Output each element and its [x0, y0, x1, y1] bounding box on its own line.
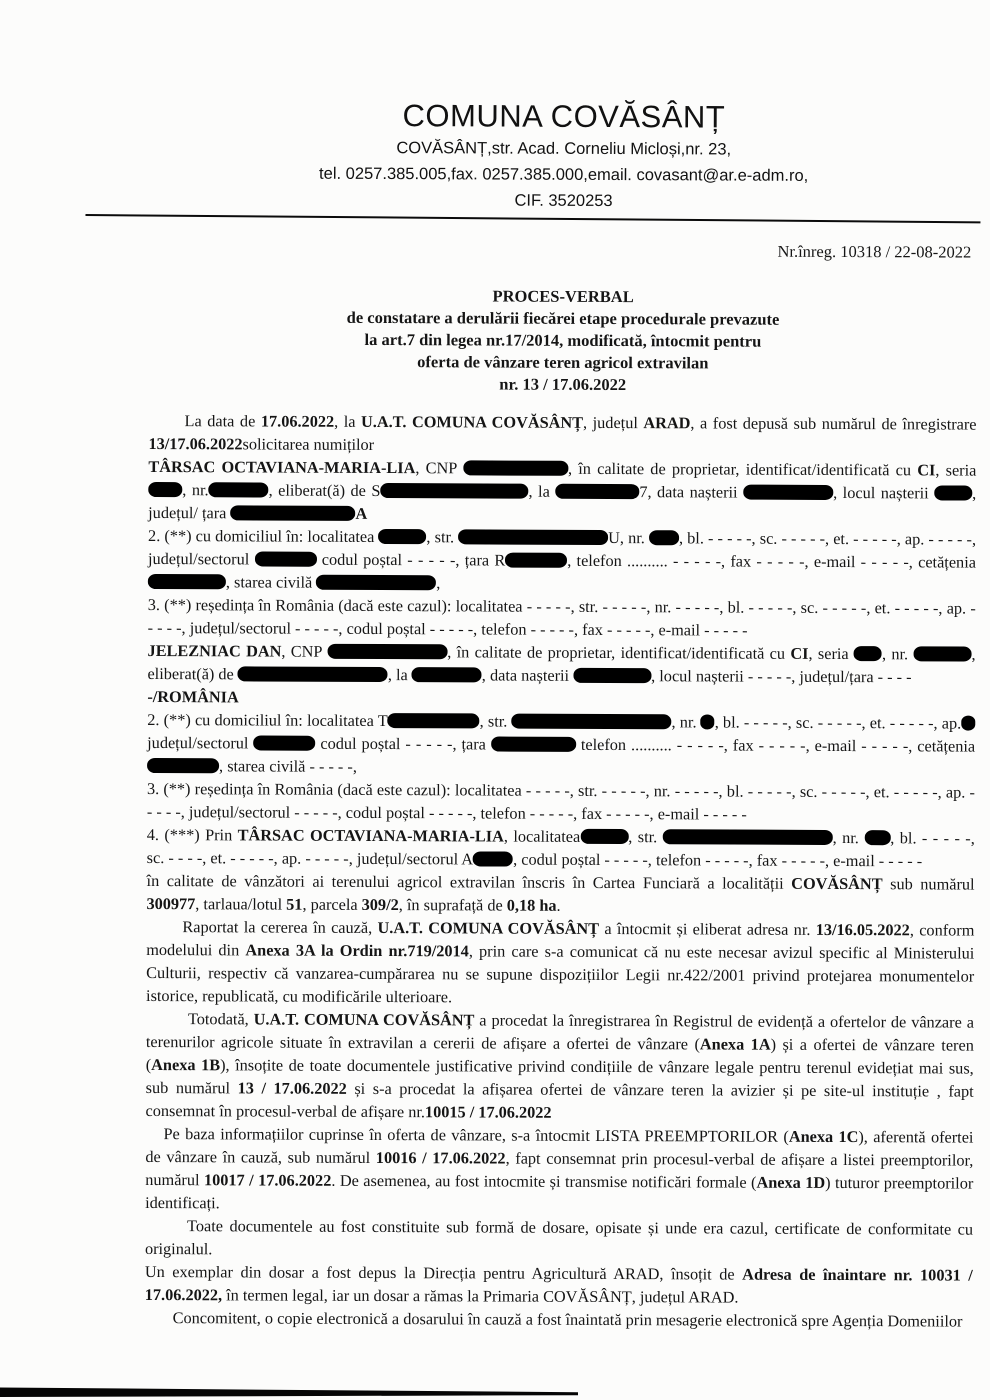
text-segment: , la [528, 481, 556, 501]
text-segment: , codul poștal - - - - -, telefon - - - - -, fax - - - - -, e-mail - - - - - [513, 849, 923, 871]
text-segment: TÂRSAC OCTAVIANA-MARIA-LIA [237, 825, 504, 846]
para-owner-1-identity [148, 455, 976, 528]
text-segment: , telefon .......... - - - - -, fax - - - - -, e-mail - - - - -, cetățenia [567, 550, 977, 572]
text-segment: , în suprafață de [398, 895, 507, 915]
text-segment: 309/2 [361, 894, 399, 915]
text-segment: Raportat la cererea în cauză, [182, 917, 378, 938]
title-line-3: la art.7 din legea nr.17/2014, modificată, întocmit pentru [364, 329, 762, 351]
text-segment: 13/16.05.2022 [815, 919, 910, 940]
text-segment: , [436, 573, 441, 593]
redaction-bar [961, 716, 975, 731]
para-electronic-copy [145, 1306, 973, 1333]
redaction-bar [573, 668, 651, 683]
redaction-bar [253, 735, 315, 750]
text-segment: U.A.T. COMUNA COVĂSÂNȚ [361, 411, 584, 432]
text-segment: Adresa de înaintare nr. 10031 / 17.06.2022, [144, 1264, 973, 1305]
text-segment: Anexa 1B [151, 1055, 221, 1075]
scan-edge-artifact [0, 1387, 578, 1397]
redaction-bar [388, 713, 480, 728]
text-segment: -/ROMÂNIA [147, 686, 239, 707]
redaction-bar [463, 460, 568, 475]
redaction-bar [505, 553, 567, 568]
text-segment: U, nr. [608, 528, 650, 548]
para-culture-ministry [146, 915, 974, 1011]
text-segment: ) și a ofertei de vânzare teren ( [145, 1034, 974, 1075]
para-owner-1-residence [148, 593, 976, 643]
text-segment: , fapt consemnat prin procesul-verbal de afișare a listei preemptorilor, numărul [145, 1148, 974, 1190]
title-line-2: de constatare a derulării fiecărei etape procedurale prevazute [346, 307, 780, 329]
redaction-bar [580, 829, 628, 844]
text-segment: , str. [479, 711, 512, 731]
text-segment: Anexa 1C [788, 1126, 859, 1147]
text-segment: , a fost depusă sub numărul de înregistrare [690, 413, 977, 434]
redaction-bar [473, 851, 513, 866]
redaction-bar [458, 529, 608, 545]
text-segment: , nr. [182, 480, 209, 500]
para-representative [147, 823, 975, 873]
text-segment: , starea civilă [225, 572, 317, 592]
text-segment: , nr. [832, 827, 865, 848]
document-title [149, 284, 977, 398]
text-segment: , bl. - - - - -, sc. - - - - -, et. - - - - -, ap. [714, 712, 962, 733]
para-land-details [146, 869, 974, 919]
registration-number: Nr.înreg. 10318 / 22-08-2022 [777, 241, 972, 262]
text-segment: 4. (***) Prin [146, 824, 238, 845]
text-segment: 3. (**) reședința în România (dacă este cazul): localitatea - - - - -, str. - - - - -, nr. - - - - -, bl. - - - - -, sc. - - - - -, et. - - - - -, ap. - - - - -, județul/sectorul - - - - -, codul poștal - - - - -, telefon - - - - -, fax - - - - -, e-mail - - - - - [147, 594, 976, 640]
text-segment: a procedat la înregistrarea în Registrul de evidență a ofertelor de vânzare a terenurilor agricole situate în extravilan a cererii de afișare a ofertei de vânzare ( [145, 1010, 975, 1054]
text-segment: , la [387, 665, 412, 685]
letterhead-contact: tel. 0257.385.005,fax. 0257.385.000,email. covasant@ar.e-adm.ro, [319, 164, 809, 185]
text-segment: în termen legal, iar un dosar a rămas la Primaria COVĂSÂNȚ, județul ARAD. [222, 1285, 739, 1307]
text-segment: , data nașterii [481, 665, 574, 685]
text-segment: , eliberat(ă) de [147, 644, 976, 684]
para-owner-2-domicile [147, 708, 975, 781]
redaction-bar [864, 830, 890, 845]
text-segment: U.A.T. COMUNA COVĂSÂNȚ [253, 1009, 475, 1030]
redaction-bar [316, 575, 436, 591]
text-segment: JELEZNIAC DAN [147, 640, 282, 661]
text-segment: , eliberat(ă) de S [268, 480, 381, 501]
text-segment: CI [790, 643, 809, 663]
text-segment: A [355, 503, 368, 523]
text-segment: , prin care s-a comunicat că nu este necesar avizul specific al Ministerului Culturii, respectiv că vanzarea-cumpărarea nu se supune dispozițiilor Legii nr.422/2001 privind protejarea monumentelor istorice, republicată, cu modificările ulterioare. [146, 941, 975, 1007]
text-segment: în calitate de vânzători ai terenului agricol extravilan înscris în Cartea Funciară a localității [146, 870, 792, 893]
letterhead [149, 96, 977, 216]
text-segment: , str. [426, 527, 459, 547]
redaction-bar [230, 505, 355, 521]
redaction-bar [238, 666, 388, 682]
letterhead-divider [85, 214, 980, 223]
redaction-bar [934, 485, 972, 500]
text-segment: , CNP [281, 641, 328, 661]
text-segment: , conform modelului din [146, 920, 975, 960]
text-segment: Anexa 1A [699, 1034, 771, 1054]
text-segment: , în calitate de proprietar, identificat/identificată cu [447, 642, 791, 663]
text-segment: . [556, 895, 561, 915]
text-segment: , tarlaua/lotul [195, 894, 287, 914]
para-intro [148, 409, 976, 459]
redaction-bar [491, 736, 576, 751]
text-segment: , seria [808, 643, 855, 664]
text-segment: sub numărul [882, 874, 975, 894]
text-segment: , starea civilă - - - - -, [219, 756, 357, 776]
text-segment: 17.06.2022 [260, 411, 335, 431]
text-segment: și s-a procedat la afișarea ofertei de vânzare teren la avizier și pe site-ul instituție , fapt consemnat în procesul-verbal de afișare nr. [145, 1078, 974, 1122]
text-segment: , la [334, 411, 362, 431]
text-segment: TÂRSAC OCTAVIANA-MARIA-LIA [148, 456, 416, 478]
redaction-bar [913, 646, 971, 661]
redaction-bar [663, 829, 833, 845]
text-segment: , județul/ țara [148, 483, 977, 523]
text-segment: Un exemplar din dosar a fost depus la Direcția pentru Agricultură ARAD, însoțit de [144, 1261, 743, 1284]
text-segment: 10017 / 17.06.2022 [203, 1170, 332, 1190]
text-segment: U.A.T. COMUNA COVĂSÂNȚ [377, 918, 600, 938]
redaction-bar [380, 483, 528, 499]
title-line-5: nr. 13 / 17.06.2022 [499, 374, 627, 395]
redaction-bar [649, 530, 679, 545]
text-segment: 10016 / 17.06.2022 [375, 1147, 506, 1168]
letterhead-cif: CIF. 3520253 [514, 191, 613, 211]
text-segment: codul poștal - - - - -, țara R [316, 549, 506, 570]
text-segment: ARAD [643, 413, 691, 433]
title-line-4: oferta de vânzare teren agricol extravilan [417, 352, 709, 373]
text-segment: 2. (**) cu domiciliul în: localitatea [148, 525, 379, 547]
text-segment: La data de [184, 411, 261, 431]
para-dossiers [145, 1214, 973, 1264]
text-segment: , localitatea [503, 826, 581, 846]
text-segment: județul/sectorul [147, 732, 254, 753]
text-segment: , în calitate de proprietar, identificat/identificată cu [567, 458, 918, 480]
text-segment: a întocmit și eliberat adresa nr. [599, 918, 816, 939]
text-segment: 13 / 17.06.2022 [237, 1078, 347, 1098]
text-segment: 10015 / 17.06.2022 [424, 1102, 552, 1122]
text-segment: ), însoțite de toate documentele justificative privind condițiile de vânzare legale pentru terenul evidețiat mai sus, sub numărul [145, 1055, 974, 1098]
scanned-content [145, 96, 978, 1333]
para-owner-2-identity [147, 639, 975, 689]
text-segment: , locul nașterii - - - - -, județul/țara - - - - [651, 666, 912, 687]
redaction-bar [148, 482, 182, 497]
redaction-bar [555, 484, 639, 499]
redaction-bar [209, 482, 269, 497]
text-segment: Toate documentele au fost constituite sub formă de dosare, opisate și unde era cazul, certificate de conformitate cu originalul. [144, 1216, 974, 1259]
text-segment: 7, data nașterii [639, 482, 744, 502]
letterhead-address: COVĂSÂNȚ,str. Acad. Corneliu Micloși,nr. 23, [396, 139, 732, 159]
redaction-bar [701, 714, 715, 729]
redaction-bar [147, 758, 219, 773]
text-segment: , CNP [415, 458, 464, 478]
para-preemptors [145, 1122, 973, 1218]
text-segment: 300977 [146, 893, 196, 914]
redaction-bar [327, 644, 447, 660]
organization-name: COMUNA COVĂSÂNȚ [402, 98, 726, 135]
text-segment: codul poștal - - - - -, țara [315, 733, 491, 754]
redaction-bar [254, 551, 316, 566]
text-segment: , locul nașterii [833, 482, 935, 503]
redaction-bar [854, 646, 882, 661]
text-segment: , județul [583, 412, 644, 433]
text-segment: , str. [628, 827, 663, 847]
title-line-1: PROCES-VERBAL [492, 286, 634, 307]
text-segment: , parcela [302, 894, 362, 914]
redaction-bar [743, 485, 833, 500]
text-segment: CI [917, 460, 936, 480]
redaction-bar [412, 667, 482, 682]
text-segment: , bl. - - - - -, sc. - - - - -, et. - - - - -, ap. - - - - -, județul/sectorul [147, 528, 977, 569]
redaction-bar [512, 714, 672, 730]
text-segment: 13/17.06.2022 [148, 433, 243, 454]
text-segment: 3. (**) reședința în România (dacă este cazul): localitatea - - - - -, str. - - - - -, nr. - - - - -, bl. - - - - -, sc. - - - - -, et. - - - - -, ap. - - - - -, județul/sectorul - - - - -, codul poștal - - - - -, telefon - - - - -, fax - - - - -, e-mail - - - - - [146, 778, 976, 824]
text-segment: , seria [935, 460, 977, 480]
para-submission [145, 1260, 973, 1310]
para-owner-2-residence [147, 777, 975, 827]
text-segment: ) tuturor preemptorilor identificați. [145, 1172, 974, 1213]
text-segment: telefon .......... - - - - -, fax - - - - -, e-mail - - - - -, cetățenia [575, 734, 976, 756]
text-segment: 2. (**) cu domiciliul în: localitatea T [147, 709, 388, 731]
document-body [145, 409, 977, 1333]
text-segment: , nr. [671, 712, 701, 732]
text-segment: Concomitent, o copie electronică a dosarului în cauză a fost înaintată prin mesagerie electronică spre Agenția Domeniilor [172, 1308, 963, 1331]
text-segment: . De asemenea, au fost intocmite și transmise notificări formale ( [331, 1170, 757, 1192]
text-segment: Pe baza informațiilor cuprinse în oferta de vânzare, s-a întocmit LISTA PREEMPTORILOR ( [163, 1124, 789, 1146]
redaction-bar [378, 529, 426, 544]
text-segment: ), aferentă ofertei de vânzare în cauză, sub numărul [145, 1127, 974, 1167]
text-segment: solicitarea numiților [242, 434, 375, 454]
para-owner-1-domicile [148, 524, 976, 597]
text-segment: COVĂSÂNȚ [791, 873, 883, 894]
redaction-bar [148, 574, 226, 589]
text-segment: 0,18 ha [506, 895, 557, 915]
text-segment: , bl. - - - - -, sc. - - - -, et. - - - - -, ap. - - - - -, județul/sectorul A [146, 828, 975, 869]
text-segment: Totodată, [187, 1009, 254, 1029]
text-segment: , nr. [881, 644, 914, 664]
text-segment: Anexa 3A la Ordin nr.719/2014 [245, 940, 469, 961]
text-segment: 51 [286, 894, 303, 914]
para-registry [146, 1007, 974, 1126]
text-segment: Anexa 1D [756, 1172, 826, 1192]
